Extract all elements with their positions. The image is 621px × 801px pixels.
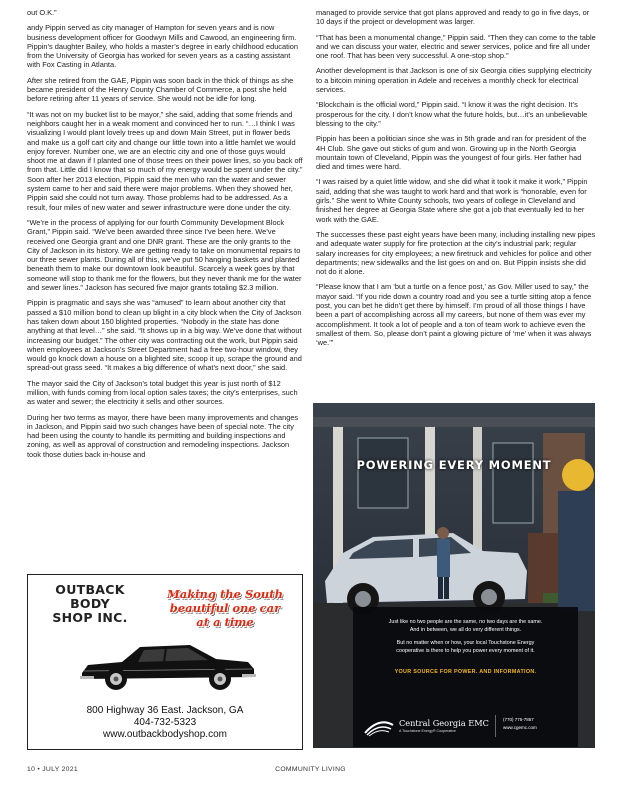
article-paragraph: “Blockchain is the official word,” Pippin said. “I know it was the right decision. It’s prosperous for the city. I don’t know what the future holds, but…it’s an unbelievable blessing to the city.” xyxy=(316,100,588,128)
emc-copy-line: cooperative is there to help you power every moment of it. xyxy=(396,647,535,654)
footer-section-name: COMMUNITY LIVING xyxy=(275,766,346,773)
outback-website: www.outbackbodyshop.com xyxy=(103,729,227,740)
article-paragraph: Pippin is pragmatic and says she was “amused” to learn about another city that passed a $10 million bond to clean up blight in a city block when the City of Jackson has taken down about 150 blighted properties. “Nobody in the state has done anything at that level…” she said. “It shows up in a big way. We’ve done that without increasing our budget.” The other city was contracting out the work, but Pippin said when employees at Jackson’s Street Department had a free two-hour window, they would go knock down a house on a blighted site, scoop it up, scrape the ground and spread-out grass seed. “It makes a big difference of what’s next door,” she said. xyxy=(27,298,302,373)
outback-name-line: OUTBACK xyxy=(55,582,125,597)
outback-address-line: 800 Highway 36 East. Jackson, GA xyxy=(86,705,244,716)
emc-divider xyxy=(495,715,496,737)
article-paragraph: The successes these past eight years have been many, including installing new pipes and adequate water supply for fire protection at the city’s industrial park; regular salary increases for city employees; a new firetruck and vehicles for police and other departments; new sidewalks and the list goes on and on. But Pippin insists she did not do it alone. xyxy=(316,229,596,277)
emc-logo-icon xyxy=(363,715,395,737)
outback-name-line: BODY xyxy=(70,596,110,611)
emc-phone: (770) 775-7857 xyxy=(503,717,534,722)
emc-message-panel xyxy=(353,607,578,747)
article-paragraph: “We’re in the process of applying for our fourth Community Development Block Grant,” Pippin said. “We’ve been awarded three since I’ve been here. We’ve received one Georgia grant and one DNR grant. These are the only grants to the City of Jackson in its history. We are getting ready to take on monumental repairs to our three sewer plants. During all of this, we’ve put 50 hanging baskets and planted beneath them to make our downtown look beautiful. Scarcely a week goes by that someone will stop to thank me for the flowers, but they never thank me for the water and sewer lines.” Jackson has secured five major grants totaling $2.3 million. xyxy=(27,217,302,293)
slogan-line: Making the South xyxy=(167,587,283,601)
article-left-column xyxy=(27,8,304,465)
outback-body-shop-ad xyxy=(27,574,303,750)
emc-tagline: YOUR SOURCE FOR POWER. AND INFORMATION. xyxy=(394,669,537,675)
outback-phone: 404-732-5323 xyxy=(133,717,197,728)
article-paragraph: During her two terms as mayor, there have been many improvements and changes in Jackson, and Pippin said two such changes have been of special note. The city had been using the county to handle its permitting and building inspections and zoning, as well as approval of construction and remodeling inspections. Jackson took those duties back in-house and xyxy=(27,412,299,459)
article-paragraph: andy Pippin served as city manager of Hampton for seven years and is now business development officer for Goodwyn Mills and Cawood, an engineering firm. Pippin’s daughter Bailey, who holds a master’s degree in early childhood education from the University of Georgia has worked for seven years as a casting assistant with Fox Casting in Atlanta. xyxy=(27,23,299,70)
article-paragraph: After she retired from the GAE, Pippin was soon back in the thick of things as she became president of the Henry County Chamber of Commerce, a post she held before retiring after 11 years of service. She would not be idle for long. xyxy=(27,75,294,104)
article-paragraph: “Please know that I am ‘but a turtle on a fence post,’ as Gov. Miller used to say,” the mayor said. “If you ride down a country road and you see a turtle sitting atop a fence post, you can bet he didn’t get there by himself. I’m proud of all those things I have been a part of accomplishing across all my careers, but none of them was ever my accomplishment. It took a lot of people and a ton of team work to achieve even the smallest of them. So, please don’t paint a glowing picture of ‘me’ when it was always ‘we.’” xyxy=(316,282,592,348)
article-paragraph: Pippin has been a politician since she was in 5th grade and ran for president of the 4H Club. She gave out sticks of gum and won. Growing up in the North Georgia mountain town of Cleveland, Pippin was the youngest of four girls. Her father had died and times were hard. xyxy=(316,134,587,172)
article-right-column xyxy=(316,8,596,354)
article-paragraph: The mayor said the City of Jackson’s total budget this year is just north of $12 million, with funds coming from local option sales taxes; the city’s enterprises, such as water and sewer; the electricity it sells and other sources. xyxy=(27,378,298,407)
emc-copy-line: And in between, we all do very different things. xyxy=(409,626,522,633)
article-paragraph: managed to provide service that got plans approved and ready to go in five days, or 10 days if the project or development was larger. xyxy=(316,8,590,27)
classic-car-image xyxy=(78,635,258,695)
outback-name-line: SHOP INC. xyxy=(52,610,128,625)
emc-website: www.cgemc.com xyxy=(503,725,537,730)
slogan-line: beautiful one car xyxy=(169,601,281,615)
article-paragraph: “That has been a monumental change,” Pippin said. “Then they can come to the table and we can discuss your water, electric and sewer services, police and fire all under one roof. That has been very successful. A one-stop shop.” xyxy=(316,32,596,61)
article-paragraph: “It was not on my bucket list to be mayor,” she said, adding that some friends and neighbors caught her in a weak moment and convinced her to run. “…I think I was visualizing I would plant lovely trees up and down Main Street, put in flower beds and make us a golf cart city and change our little town into a little hamlet we would enjoy forever. Number one, we are an electric city and one of those guys would shoot me at dawn if I planted one of those trees on their power lines, so you back off from that. Little did I know that so much of my energy would be spent under the city.” Soon after her 2013 election, Pippin said the men who ran the water and sewer system came to her and said there were major problems. When they showed her, Pippin said she could not turn away. Those problems had to be addressed. As a result, four miles of new water and sewer infrastructure were done under the city. xyxy=(27,109,303,212)
emc-copy-line: But no matter when or how, your local Touchstone Energy xyxy=(396,640,535,646)
outback-logo-text xyxy=(34,583,146,625)
article-paragraph: “I was raised by a quiet little widow, and she did what it took it make it work,” Pippin said, adding that she was taught to work hard and that work is “honorable, even for girls.” She went to White County schools, two years of college in Cleveland and finished her degree at Georgia State where she got a job that eventually led to her work with the GAE. xyxy=(316,177,588,224)
article-paragraph: Another development is that Jackson is one of six Georgia cities supplying electricity to a bitcoin mining operation in Adele and receives a monthly check for electrical services. xyxy=(316,66,592,95)
emc-company-subtitle: A Touchstone Energy® Cooperative xyxy=(399,729,456,733)
outback-contact xyxy=(28,705,302,741)
outback-slogan xyxy=(154,587,296,629)
emc-company-name: Central Georgia EMC xyxy=(399,718,489,728)
emc-headline: POWERING EVERY MOMENT xyxy=(356,458,552,472)
article-paragraph: out O.K.” xyxy=(27,8,57,17)
slogan-line: at a time xyxy=(196,615,254,629)
emc-copy-line: Just like no two people are the same, no two days are the same. xyxy=(388,619,543,625)
footer-page-label: 10 • JULY 2021 xyxy=(27,766,78,773)
central-georgia-emc-ad xyxy=(313,403,595,748)
